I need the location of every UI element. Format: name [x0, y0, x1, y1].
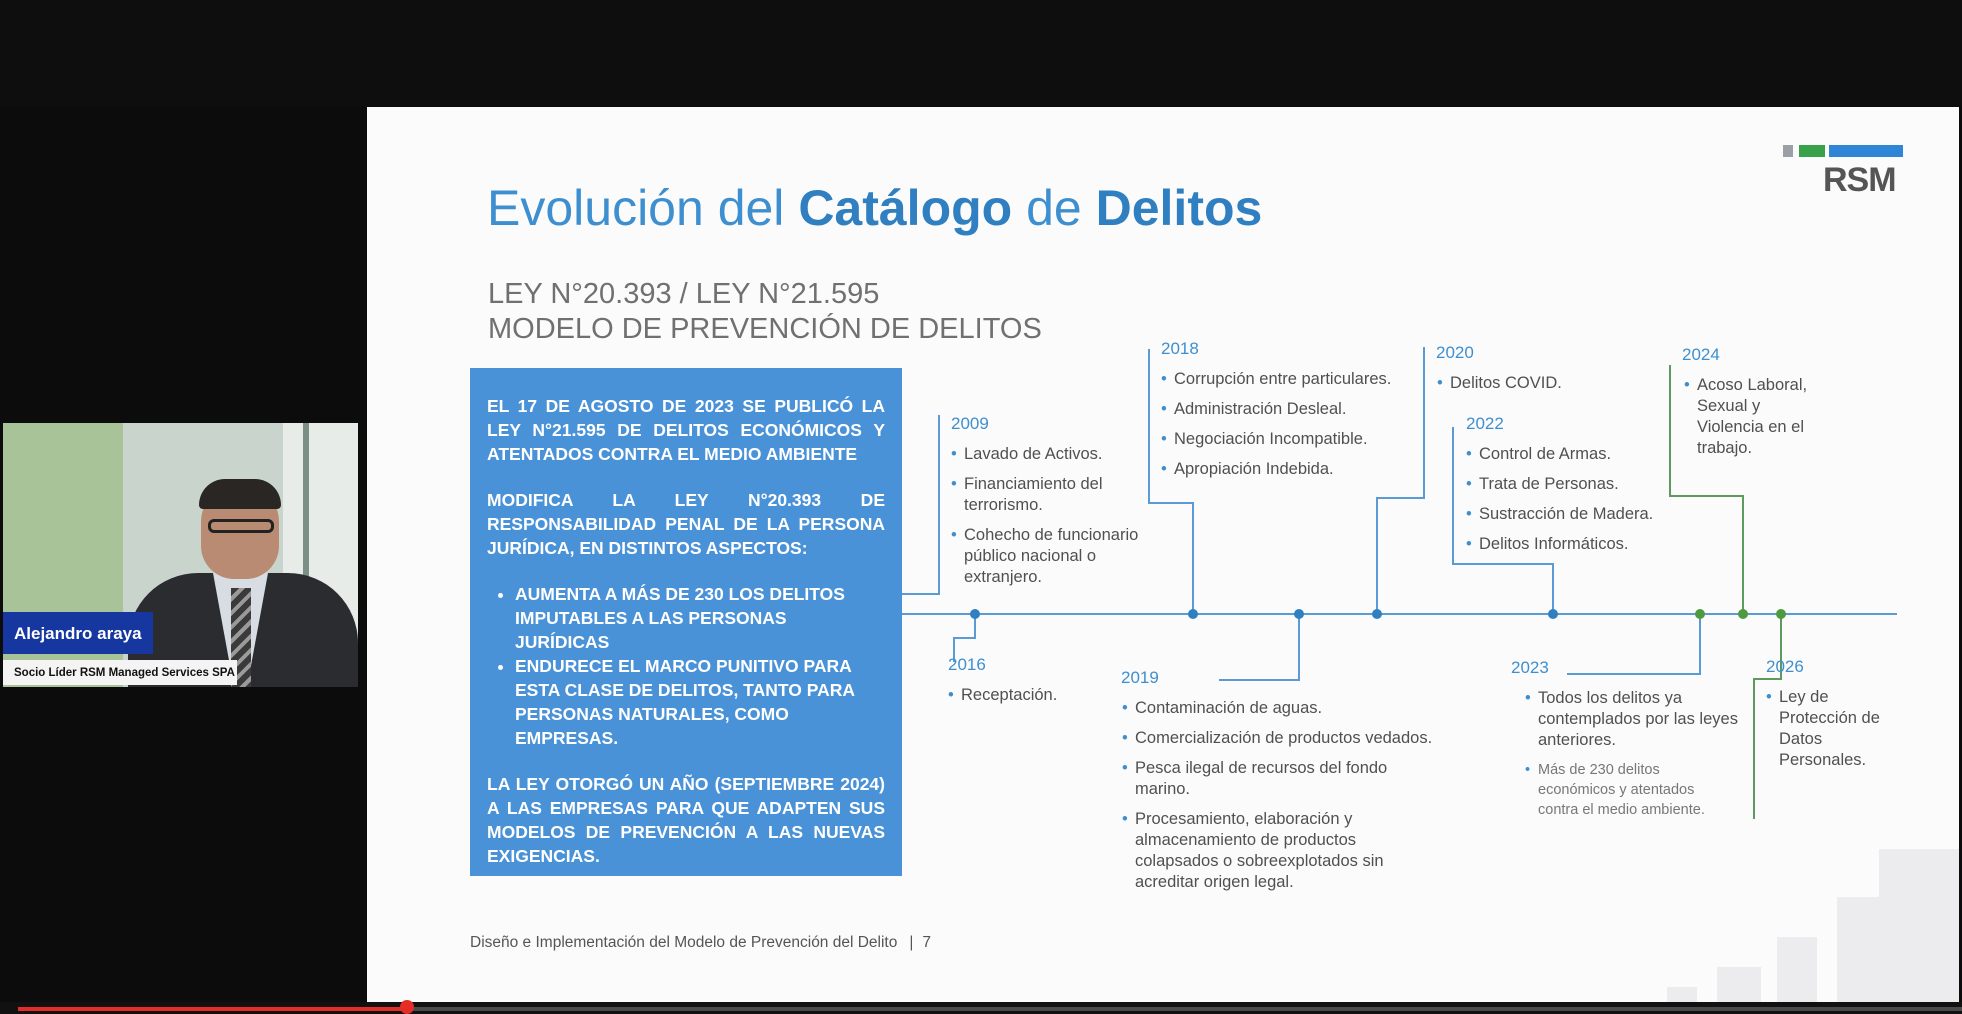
timeline-item: • Financiamiento del terrorismo.	[964, 474, 1164, 516]
timeline-item: • Ley de Protección de Datos Personales.	[1779, 687, 1904, 771]
progress-fill	[18, 1007, 407, 1011]
items-2022	[1465, 444, 1699, 564]
timeline-item: • Más de 230 delitos económicos y atentados contra el medio ambiente.	[1538, 760, 1738, 820]
items-2016	[947, 685, 1111, 715]
box-paragraph: MODIFICA LA LEY N°20.393 DE RESPONSABILIDAD PENAL DE LA PERSONA JURÍDICA, EN DISTINTOS ASPECTOS:	[487, 490, 885, 558]
connector-2019	[1219, 614, 1299, 680]
timeline-item: • Receptación.	[961, 685, 1111, 706]
items-2026	[1765, 687, 1904, 780]
connector-2023	[1567, 614, 1700, 674]
year-label-2018: 2018	[1161, 339, 1199, 358]
page-number: 7	[922, 934, 932, 951]
timeline-item: • Contaminación de aguas.	[1135, 698, 1455, 719]
timeline-item: • Trata de Personas.	[1479, 474, 1699, 495]
items-2019	[1121, 698, 1455, 902]
box-paragraph: EL 17 DE AGOSTO DE 2023 SE PUBLICÓ LA LEY N°21.595 DE DELITOS ECONÓMICOS Y ATENTADOS CONTRA EL MEDIO AMBIENTE	[487, 396, 885, 464]
items-2009	[950, 444, 1164, 597]
footer-separator: |	[909, 934, 914, 951]
timeline-node-2024	[1738, 609, 1748, 619]
timeline-node-2020	[1372, 609, 1382, 619]
footer-text: Diseño e Implementación del Modelo de Prevención del Delito	[470, 934, 898, 951]
presentation-slide	[367, 107, 1959, 1002]
timeline-node-2019	[1294, 609, 1304, 619]
speaker-name-tag: Alejandro araya	[3, 612, 153, 654]
speaker-role-tag: Socio Líder RSM Managed Services SPA	[3, 660, 237, 685]
title-text-bold: Delitos	[1095, 180, 1263, 236]
title-text: Evolución del	[487, 180, 799, 236]
timeline-item: • Control de Armas.	[1479, 444, 1699, 465]
slide-subtitle-line2: MODELO DE PREVENCIÓN DE DELITOS	[488, 313, 1042, 345]
timeline-item: • Administración Desleal.	[1174, 399, 1434, 420]
timeline-item: • Cohecho de funcionario público nacional o extranjero.	[964, 525, 1164, 588]
title-text: de	[1012, 180, 1096, 236]
title-text-bold: Catálogo	[798, 180, 1013, 236]
connector-2009	[902, 415, 939, 594]
timeline-item: • Acoso Laboral, Sexual y Violencia en el trabajo.	[1697, 375, 1827, 459]
timeline-item: • Delitos COVID.	[1450, 373, 1610, 394]
timeline-item: • Todos los delitos ya contemplados por las leyes anteriores.	[1538, 688, 1738, 751]
timeline-item: • Negociación Incompatible.	[1174, 429, 1434, 450]
timeline-item: • Lavado de Activos.	[964, 444, 1164, 465]
timeline-item: • Comercialización de productos vedados.	[1135, 728, 1455, 749]
year-label-2024: 2024	[1682, 345, 1720, 364]
items-2024	[1683, 375, 1827, 468]
timeline-node-2018	[1188, 609, 1198, 619]
timeline-node-2022	[1548, 609, 1558, 619]
year-label-2026: 2026	[1766, 657, 1804, 676]
year-label-2009: 2009	[951, 414, 989, 433]
box-paragraph: LA LEY OTORGÓ UN AÑO (SEPTIEMBRE 2024) A LAS EMPRESAS PARA QUE ADAPTEN SUS MODELOS DE PREVENCIÓN A LAS NUEVAS EXIGENCIAS.	[487, 774, 885, 866]
slide-subtitle-line1: LEY N°20.393 / LEY N°21.595	[488, 278, 880, 310]
box-bullet: • ENDURECE EL MARCO PUNITIVO PARA ESTA CLASE DE DELITOS, TANTO PARA PERSONAS NATURALES, COMO EMPRESAS.	[515, 654, 885, 750]
timeline-item: • Corrupción entre particulares.	[1174, 369, 1434, 390]
items-2023	[1524, 688, 1738, 829]
year-label-2016: 2016	[948, 655, 986, 674]
box-bullet: • AUMENTA A MÁS DE 230 LOS DELITOS IMPUTABLES A LAS PERSONAS JURÍDICAS	[515, 582, 885, 654]
timeline-node-2016	[970, 609, 980, 619]
items-2018	[1160, 369, 1434, 489]
timeline-item: • Procesamiento, elaboración y almacenamiento de productos colapsados o sobreexplotados sin acreditar origen legal.	[1135, 809, 1420, 893]
video-top-area	[0, 0, 1962, 106]
slide-footer	[470, 934, 931, 952]
timeline-item: • Apropiación Indebida.	[1174, 459, 1434, 480]
timeline-item: • Pesca ilegal de recursos del fondo marino.	[1135, 758, 1405, 800]
year-label-2023: 2023	[1511, 658, 1549, 677]
timeline-item: • Sustracción de Madera.	[1479, 504, 1699, 525]
timeline-node-2023	[1695, 609, 1705, 619]
year-label-2019: 2019	[1121, 668, 1159, 687]
video-progress-bar[interactable]	[0, 1002, 1962, 1014]
year-label-2020: 2020	[1436, 343, 1474, 362]
progress-scrubber-handle[interactable]	[400, 1000, 414, 1014]
items-2020	[1436, 373, 1610, 403]
timeline-item: • Delitos Informáticos.	[1479, 534, 1699, 555]
year-label-2022: 2022	[1466, 414, 1504, 433]
logo-text: RSM	[1823, 161, 1896, 199]
timeline-node-2026	[1776, 609, 1786, 619]
